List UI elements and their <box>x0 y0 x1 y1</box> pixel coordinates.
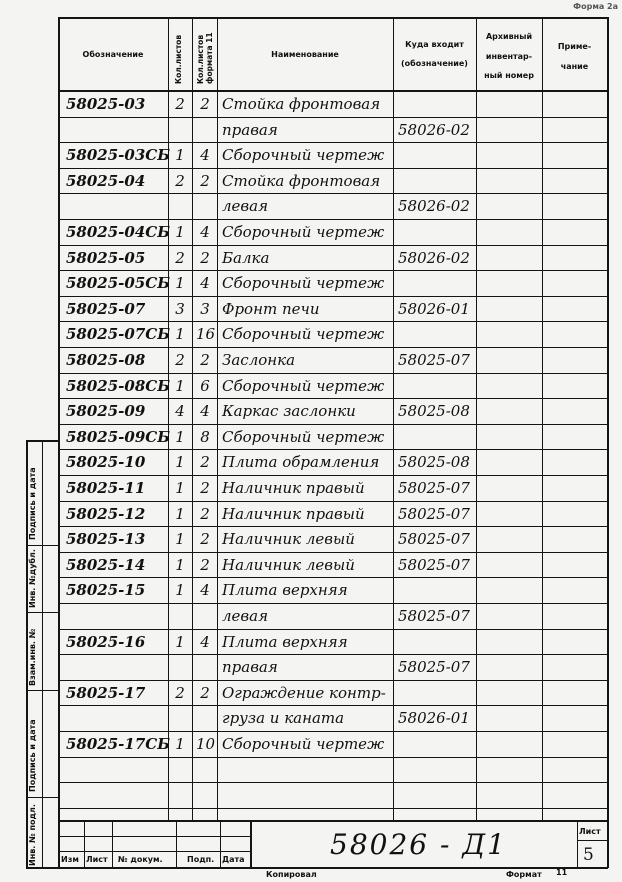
header-designation: Обозначение <box>82 50 144 59</box>
header-name: Наименование <box>271 50 339 59</box>
row-separator <box>58 321 608 322</box>
row-separator <box>58 705 608 706</box>
row-name: Сборочный чертеж <box>222 223 385 241</box>
row-sheet-count: 3 <box>175 299 185 318</box>
sheet-label: Лист <box>579 827 601 836</box>
col-divider-6 <box>542 17 543 820</box>
row-sheet-count: 1 <box>175 735 185 753</box>
row-designation: 58025-04СБ <box>66 223 171 241</box>
row-designation: 58025-09 <box>66 402 146 421</box>
row-format-sheet-count: 4 <box>200 223 210 241</box>
row-format-sheet-count: 2 <box>200 479 210 497</box>
header-sheet-count: Кол.листов <box>174 34 183 84</box>
row-name: Сборочный чертеж <box>222 274 385 293</box>
row-separator <box>58 117 608 118</box>
row-sheet-count: 2 <box>175 351 185 369</box>
row-sheet-count: 1 <box>175 555 185 574</box>
row-sheet-count: 1 <box>175 581 185 600</box>
row-format-sheet-count: 8 <box>200 427 210 446</box>
row-name: Заслонка <box>222 351 296 369</box>
row-separator <box>58 347 608 348</box>
frame-bottom <box>26 867 608 869</box>
row-name: Стойка фронтовая <box>222 171 381 190</box>
row-separator <box>58 629 608 630</box>
row-name: Наличник правый <box>222 479 365 497</box>
row-destination: 58025-07 <box>398 351 470 369</box>
row-name: Сборочный чертеж <box>222 427 385 446</box>
row-designation: 58025-14 <box>66 555 146 574</box>
row-name: Плита обрамления <box>222 453 380 472</box>
row-separator <box>58 245 608 246</box>
row-format-sheet-count: 2 <box>200 95 210 113</box>
row-name: Наличник левый <box>222 555 355 574</box>
row-designation: 58025-07СБ <box>66 325 171 344</box>
row-name: Сборочный чертеж <box>222 735 385 753</box>
row-designation: 58025-07 <box>66 299 146 318</box>
row-sheet-count: 1 <box>175 632 185 651</box>
row-sheet-count: 2 <box>175 95 185 113</box>
row-designation: 58025-11 <box>66 479 146 497</box>
side-column-divider <box>42 440 43 868</box>
row-separator <box>58 449 608 450</box>
frame-right <box>607 17 609 868</box>
header-archive-1: Архивный <box>485 32 533 41</box>
row-sheet-count: 4 <box>175 402 185 421</box>
row-name: Сборочный чертеж <box>222 146 385 165</box>
row-format-sheet-count: 2 <box>200 171 210 190</box>
form-label: Форма 2а <box>573 2 618 11</box>
title-label-list: Лист <box>86 855 108 864</box>
row-designation: 58025-13 <box>66 530 146 549</box>
row-separator <box>58 398 608 399</box>
row-sheet-count: 1 <box>175 223 185 241</box>
row-separator <box>58 757 608 758</box>
sheet-number: 5 <box>583 845 594 865</box>
row-name: Ограждение контр- <box>222 683 386 702</box>
row-separator <box>58 296 608 297</box>
row-sheet-count: 1 <box>175 453 185 472</box>
frame-left <box>58 17 60 868</box>
title-label-data: Дата <box>222 855 245 864</box>
row-name: левая <box>222 197 269 216</box>
row-format-sheet-count: 2 <box>200 530 210 549</box>
row-separator <box>58 142 608 143</box>
row-format-sheet-count: 4 <box>200 581 210 600</box>
row-destination: 58026-01 <box>398 709 470 728</box>
row-separator <box>58 552 608 553</box>
row-destination: 58025-07 <box>398 479 470 497</box>
row-sheet-count: 2 <box>175 248 185 267</box>
row-name: Наличник правый <box>222 504 365 523</box>
row-name: Фронт печи <box>222 299 320 318</box>
row-separator <box>58 603 608 604</box>
row-designation: 58025-08СБ <box>66 376 171 395</box>
row-destination: 58025-07 <box>398 530 470 549</box>
footer-format-value: 11 <box>556 868 568 877</box>
row-sheet-count: 2 <box>175 171 185 190</box>
row-destination: 58025-08 <box>398 453 470 472</box>
title-label-podp: Подп. <box>187 855 215 864</box>
document-code: 58026 - Д1 <box>330 828 507 861</box>
row-designation: 58025-05СБ <box>66 274 171 293</box>
row-separator <box>58 782 608 783</box>
row-name: Каркас заслонки <box>222 402 356 421</box>
row-format-sheet-count: 2 <box>200 248 210 267</box>
row-name: Плита верхняя <box>222 581 348 600</box>
row-designation: 58025-03СБ <box>66 146 171 165</box>
row-destination: 58026-02 <box>398 197 470 216</box>
row-format-sheet-count: 4 <box>200 274 210 293</box>
row-separator <box>58 193 608 194</box>
col-divider-2 <box>192 17 193 820</box>
row-sheet-count: 1 <box>175 274 185 293</box>
row-name: Сборочный чертеж <box>222 325 385 344</box>
row-format-sheet-count: 2 <box>200 683 210 702</box>
row-designation: 58025-05 <box>66 248 146 267</box>
side-label-inv-podl: Инв. № подл. <box>28 804 37 866</box>
row-destination: 58025-07 <box>398 658 470 677</box>
header-archive-3: ный номер <box>484 71 534 80</box>
row-name: правая <box>222 120 278 139</box>
row-format-sheet-count: 6 <box>200 376 210 395</box>
side-label-sign-date-bottom: Подпись и дата <box>28 719 37 792</box>
row-separator <box>58 475 608 476</box>
row-designation: 58025-10 <box>66 453 146 472</box>
row-sheet-count: 1 <box>175 530 185 549</box>
row-format-sheet-count: 2 <box>200 453 210 472</box>
row-separator <box>58 424 608 425</box>
row-designation: 58025-15 <box>66 581 146 600</box>
row-designation: 58025-17СБ <box>66 735 171 753</box>
header-archive-2: инвентар- <box>485 52 533 61</box>
footer-format-label: Формат <box>506 870 542 879</box>
row-sheet-count: 1 <box>175 504 185 523</box>
row-name: Балка <box>222 248 270 267</box>
header-note-2: чание <box>560 62 589 71</box>
col-divider-3 <box>217 17 218 820</box>
row-separator <box>58 577 608 578</box>
side-label-inv-dubl: Инв. №дубл. <box>28 549 37 608</box>
header-bottom <box>58 90 608 92</box>
title-label-izm: Изм <box>61 855 79 864</box>
row-name: Стойка фронтовая <box>222 95 381 113</box>
row-designation: 58025-04 <box>66 171 146 190</box>
row-separator <box>58 501 608 502</box>
title-label-doc-no: № докум. <box>118 855 163 864</box>
col-divider-1 <box>168 17 169 820</box>
row-format-sheet-count: 2 <box>200 351 210 369</box>
row-separator <box>58 168 608 169</box>
row-format-sheet-count: 4 <box>200 402 210 421</box>
row-format-sheet-count: 3 <box>200 299 210 318</box>
row-separator <box>58 654 608 655</box>
row-separator <box>58 373 608 374</box>
row-sheet-count: 1 <box>175 146 185 165</box>
row-name: левая <box>222 607 269 625</box>
side-label-vzam-inv: Взам.инв. № <box>28 628 37 686</box>
header-destination-2: (обозначение) <box>401 59 468 68</box>
row-sheet-count: 1 <box>175 376 185 395</box>
row-sheet-count: 1 <box>175 479 185 497</box>
row-separator <box>58 808 608 809</box>
row-name: Наличник левый <box>222 530 355 549</box>
row-format-sheet-count: 4 <box>200 146 210 165</box>
header-sheet-count-format: Кол.листов формата 11 <box>196 32 214 84</box>
row-format-sheet-count: 16 <box>196 325 216 344</box>
row-separator <box>58 680 608 681</box>
col-divider-4 <box>393 17 394 820</box>
row-destination: 58026-02 <box>398 120 470 139</box>
row-separator <box>58 526 608 527</box>
row-format-sheet-count: 4 <box>200 632 210 651</box>
row-destination: 58025-08 <box>398 402 470 421</box>
row-designation: 58025-09СБ <box>66 427 171 446</box>
row-name: груза и каната <box>222 709 345 728</box>
row-separator <box>58 270 608 271</box>
row-name: Плита верхняя <box>222 632 348 651</box>
col-divider-5 <box>476 17 477 820</box>
frame-top <box>58 17 608 19</box>
row-sheet-count: 2 <box>175 683 185 702</box>
row-destination: 58025-07 <box>398 555 470 574</box>
row-name: Сборочный чертеж <box>222 376 385 395</box>
row-format-sheet-count: 2 <box>200 504 210 523</box>
row-designation: 58025-16 <box>66 632 146 651</box>
row-destination: 58026-01 <box>398 299 470 318</box>
row-separator <box>58 731 608 732</box>
row-destination: 58025-07 <box>398 504 470 523</box>
row-name: правая <box>222 658 278 677</box>
title-block-top <box>58 820 608 822</box>
row-format-sheet-count: 2 <box>200 555 210 574</box>
row-destination: 58026-02 <box>398 248 470 267</box>
row-sheet-count: 1 <box>175 325 185 344</box>
header-destination-1: Куда входит <box>405 40 464 49</box>
side-label-sign-date-top: Подпись и дата <box>28 467 37 540</box>
row-designation: 58025-08 <box>66 351 146 369</box>
row-sheet-count: 1 <box>175 427 185 446</box>
row-format-sheet-count: 10 <box>196 735 216 753</box>
footer-copied: Копировал <box>266 870 317 879</box>
header-note-1: Приме- <box>557 42 592 51</box>
row-separator <box>58 219 608 220</box>
row-designation: 58025-12 <box>66 504 146 523</box>
row-designation: 58025-03 <box>66 95 146 113</box>
row-destination: 58025-07 <box>398 607 470 625</box>
row-designation: 58025-17 <box>66 683 146 702</box>
